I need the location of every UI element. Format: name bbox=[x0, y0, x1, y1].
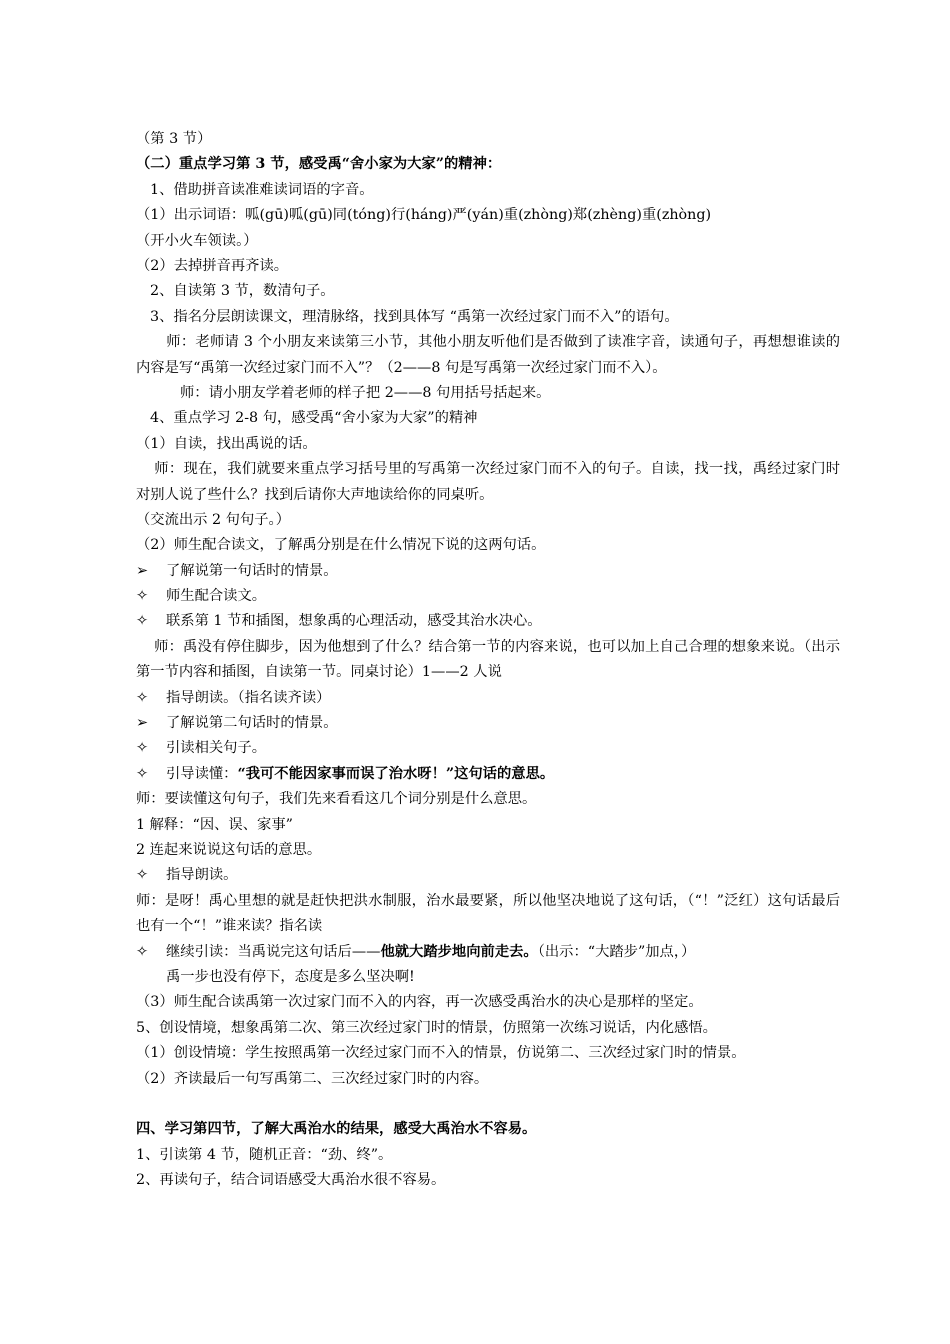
step: 2、再读句子，结合词语感受大禹治水很不容易。 bbox=[136, 1172, 446, 1189]
section-heading: （二）重点学习第 3 节，感受禹“舍小家为大家”的精神： bbox=[136, 156, 502, 173]
paragraph: 师：请小朋友学着老师的样子把 2——8 句用括号括起来。 bbox=[180, 384, 551, 401]
paragraph: 师：老师请 3 个小朋友来读第三小节，其他小朋友听他们是否做到了读准字音，读通句子，再想想谁读的内容是写“禹第一次经过家门而不入”？（2——8 句是写禹第一次经过家门而不入）。 bbox=[136, 334, 840, 376]
paragraph: （1）出示词语：呱(gū)呱(gū)同(tóng)行(háng)严(yán)重(zhòng)郑(zhèng)重(zhòng) bbox=[136, 207, 712, 224]
paragraph: （交流出示 2 句句子。） bbox=[136, 511, 291, 528]
step: 4、重点学习 2-8 句，感受禹“舍小家为大家”的精神 bbox=[150, 410, 478, 427]
section-note: （第 3 节） bbox=[136, 131, 212, 147]
list-item: ✧ 引导读懂：“我可不能因家事而误了治水呀！”这句话的意思。 bbox=[136, 762, 840, 787]
arrow-bullet-icon: ➢ bbox=[136, 562, 148, 579]
list-item: ✧ 指导朗读。（指名读齐读） bbox=[136, 686, 840, 711]
paragraph: 师：要读懂这句句子，我们先来看看这几个词分别是什么意思。 bbox=[136, 791, 537, 808]
diamond-bullet-icon: ✧ bbox=[136, 613, 148, 630]
step: 2、自读第 3 节，数清句子。 bbox=[150, 283, 335, 300]
step: 3、指名分层朗读课文，理清脉络，找到具体写 “禹第一次经过家门而不入”的语句。 bbox=[150, 308, 679, 325]
step: 5、创设情境，想象禹第二次、第三次经过家门时的情景，仿照第一次练习说话，内化感悟。 bbox=[136, 1019, 717, 1036]
step: 1、引读第 4 节，随机正音：“劲、终”。 bbox=[136, 1146, 393, 1163]
list-item: ✧ 指导朗读。 bbox=[136, 863, 840, 888]
diamond-bullet-icon: ✧ bbox=[136, 943, 148, 960]
paragraph: （3）师生配合读禹第一次过家门而不入的内容，再一次感受禹治水的决心是那样的坚定。 bbox=[136, 994, 703, 1011]
diamond-bullet-icon: ✧ bbox=[136, 588, 148, 605]
section-heading: 四、学习第四节，了解大禹治水的结果，感受大禹治水不容易。 bbox=[136, 1121, 537, 1138]
paragraph: （2）去掉拼音再齐读。 bbox=[136, 257, 289, 274]
paragraph: 师：现在，我们就要来重点学习括号里的写禹第一次经过家门而不入的句子。自读，找一找，禹经过家门时对别人说了些什么？找到后请你大声地读给你的同桌听。 bbox=[136, 461, 840, 503]
paragraph: （1）创设情境：学生按照禹第一次经过家门而不入的情景，仿说第二、三次经过家门时的情景。 bbox=[136, 1045, 746, 1062]
paragraph: （2）齐读最后一句写禹第二、三次经过家门时的内容。 bbox=[136, 1070, 489, 1087]
paragraph: 1 解释：“因、误、家事” bbox=[136, 816, 293, 833]
list-item: ✧ 引读相关句子。 bbox=[136, 736, 840, 761]
step: 1、借助拼音读准难读词语的字音。 bbox=[150, 181, 374, 198]
spacer bbox=[136, 1092, 840, 1117]
list-item: ✧ 联系第 1 节和插图，想象禹的心理活动，感受其治水决心。 bbox=[136, 609, 840, 634]
list-item: ➢ 了解说第一句话时的情景。 bbox=[136, 559, 840, 584]
paragraph: （2）师生配合读文，了解禹分别是在什么情况下说的这两句话。 bbox=[136, 537, 546, 554]
paragraph: （1）自读，找出禹说的话。 bbox=[136, 435, 317, 452]
diamond-bullet-icon: ✧ bbox=[136, 740, 148, 757]
list-item: ✧ 师生配合读文。 bbox=[136, 584, 840, 609]
paragraph: 2 连起来说说这句话的意思。 bbox=[136, 842, 322, 859]
paragraph: 师：禹没有停住脚步，因为他想到了什么？结合第一节的内容来说，也可以加上自己合理的想象来说。（出示第一节内容和插图，自读第一节。同桌讨论）1——2 人说 bbox=[136, 638, 840, 681]
diamond-bullet-icon: ✧ bbox=[136, 765, 148, 782]
arrow-bullet-icon: ➢ bbox=[136, 715, 148, 732]
paragraph: 师：是呀！禹心里想的就是赶快把洪水制服，治水最要紧，所以他坚决地说了这句话，（“！”泛红）这句话最后也有一个“！”谁来读？指名读 bbox=[136, 892, 840, 935]
paragraph: （开小火车领读。） bbox=[136, 232, 258, 249]
paragraph: 禹一步也没有停下，态度是多么坚决啊! bbox=[166, 969, 415, 986]
diamond-bullet-icon: ✧ bbox=[136, 689, 148, 706]
list-item: ➢ 了解说第二句话时的情景。 bbox=[136, 711, 840, 736]
diamond-bullet-icon: ✧ bbox=[136, 867, 148, 884]
list-item: ✧ 继续引读：当禹说完这句话后——他就大踏步地向前走去。（出示：“大踏步”加点，） bbox=[136, 940, 840, 965]
